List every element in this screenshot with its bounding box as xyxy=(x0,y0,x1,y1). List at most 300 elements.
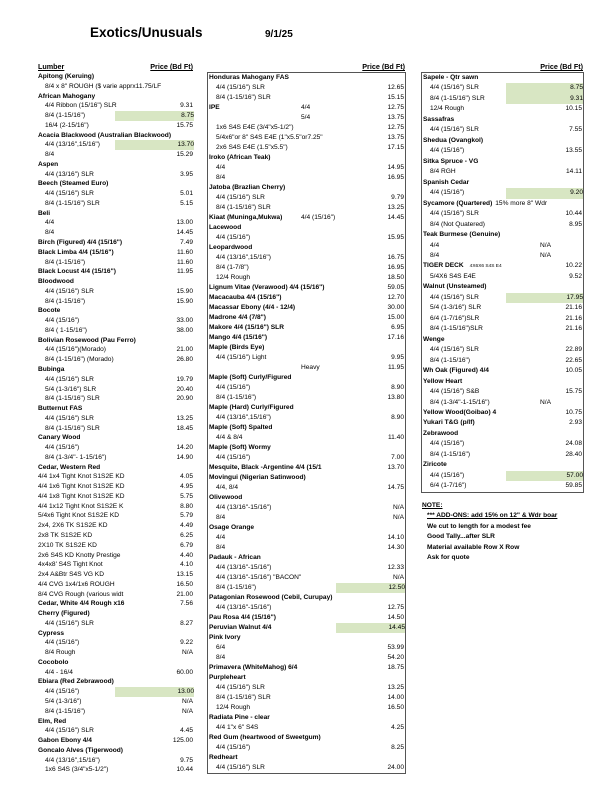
lumber-item-row xyxy=(422,324,583,334)
lumber-item-row xyxy=(37,394,194,404)
item-name: 8/4 CVG Rough (various widt xyxy=(38,590,124,598)
lumber-header: Lumber xyxy=(38,62,65,71)
item-name: 8/4 (1-7/8") xyxy=(216,264,249,271)
item-name: Lacewood xyxy=(209,224,242,231)
lumber-species-row xyxy=(208,713,405,723)
item-name: Shedua (Ovangkol) xyxy=(423,136,484,144)
item-name: 4/4 (13/16"-15/16") "BACON" xyxy=(216,574,302,581)
item-price: 13.25 xyxy=(387,684,404,691)
lumber-item-row xyxy=(208,133,405,143)
item-price: 14.75 xyxy=(387,484,404,491)
item-spec: 4X6X6 S4S E4 xyxy=(469,264,502,270)
lumber-item-row xyxy=(422,220,583,230)
lumber-species-row xyxy=(37,248,194,258)
lumber-list xyxy=(207,72,406,774)
item-name: 4/4 (15/16") xyxy=(45,639,80,647)
item-name: Aspen xyxy=(38,160,59,168)
lumber-item-row xyxy=(208,533,405,543)
lumber-item-row xyxy=(208,233,405,243)
lumber-species-row xyxy=(208,183,405,193)
item-price: 5.75 xyxy=(180,492,193,500)
lumber-item-row xyxy=(208,193,405,203)
item-name: 4/4, 8/4 xyxy=(216,484,238,491)
item-name: Black Limba 4/4 (15/16") xyxy=(38,248,114,256)
lumber-species-row xyxy=(208,303,405,313)
item-price: 13.70 xyxy=(387,464,404,471)
lumber-item-row xyxy=(208,83,405,93)
item-name: Wenge xyxy=(423,335,445,343)
item-name: 8/4 (1-15/16") xyxy=(430,356,471,364)
lumber-item-row xyxy=(208,453,405,463)
lumber-item-row xyxy=(37,82,194,92)
item-name: 8/4 (Not Quatered) xyxy=(430,220,485,228)
item-price: 9.31 xyxy=(180,102,193,110)
lumber-column-3 xyxy=(421,62,584,564)
item-price: 7.49 xyxy=(180,239,193,247)
item-name: 8/4 (1-15/16") SLR xyxy=(45,199,100,207)
lumber-column-2 xyxy=(207,62,406,774)
item-price: 14.50 xyxy=(387,614,404,621)
lumber-item-row xyxy=(37,511,194,521)
item-price: 14.10 xyxy=(387,534,404,541)
item-price: 9.20 xyxy=(506,188,583,198)
item-price: 4.45 xyxy=(180,727,193,735)
lumber-item-row xyxy=(208,413,405,423)
lumber-item-row xyxy=(208,253,405,263)
item-name: Red Gum (heartwood of Sweetgum) xyxy=(209,734,321,741)
item-name: 5/4 (1-3/16") SLR xyxy=(45,385,97,393)
item-name: Maple (Soft) Curly/Figured xyxy=(209,374,292,381)
item-price: 15.15 xyxy=(387,94,404,101)
item-name: Sassafras xyxy=(423,115,455,123)
lumber-species-row xyxy=(208,333,405,343)
item-name: Spanish Cedar xyxy=(423,178,470,186)
lumber-item-row xyxy=(37,316,194,326)
lumber-item-row xyxy=(208,643,405,653)
lumber-item-row xyxy=(37,199,194,209)
item-name: 4/4 CVG 1x4/1x6 ROUGH xyxy=(38,580,115,588)
item-price: 8.90 xyxy=(391,384,404,391)
item-price: 14.00 xyxy=(387,694,404,701)
lumber-item-row xyxy=(422,345,583,355)
lumber-item-row xyxy=(422,104,583,114)
item-name: 8/4 xyxy=(216,514,226,521)
item-name: Sitka Spruce - VG xyxy=(423,157,479,165)
item-name: 4/4 & 8/4 xyxy=(216,434,243,441)
item-name: 4/4 (15/16") SLR xyxy=(216,684,265,691)
item-price: 4.05 xyxy=(180,473,193,481)
item-name: 4/4 (15/16") SLR xyxy=(430,346,479,354)
lumber-species-row xyxy=(37,717,194,727)
item-name: 8/4 xyxy=(45,151,55,159)
item-price: 8.75 xyxy=(506,83,583,93)
lumber-item-row xyxy=(208,683,405,693)
item-name: African Mahogany xyxy=(38,92,96,100)
lumber-species-row xyxy=(208,153,405,163)
item-note: 15% more 8" Wdr xyxy=(495,199,548,207)
item-name: 8/4 (1-15/16") SLR xyxy=(45,395,100,403)
lumber-species-row xyxy=(422,136,583,146)
item-name: Yellow Wood(Goibao) 4 xyxy=(423,409,497,416)
item-price: 14.45 xyxy=(176,229,193,237)
item-name: 12/4 Rough xyxy=(430,105,465,113)
item-price: 8.75 xyxy=(115,111,194,121)
item-name: 6/4 (1-7/16")SLR xyxy=(430,314,480,322)
lumber-item-row xyxy=(422,146,583,156)
item-name: 4/4 (15/16") xyxy=(430,440,465,448)
item-name: 4/4 1x8 Tight Knot S1S2E KD xyxy=(38,492,125,500)
lumber-item-row xyxy=(208,513,405,523)
item-name: 4/4 1x6 Tight Knot S1S2E KD xyxy=(38,483,125,491)
item-price: 12.75 xyxy=(387,124,404,131)
item-price: 20.40 xyxy=(176,385,193,393)
item-price: 15.29 xyxy=(176,151,193,159)
lumber-item-row xyxy=(37,150,194,160)
item-price: 60.00 xyxy=(176,668,193,676)
lumber-species-row xyxy=(37,277,194,287)
lumber-item-row xyxy=(208,353,405,363)
item-price: 15.00 xyxy=(387,314,404,321)
column-header xyxy=(37,62,194,72)
lumber-item-row xyxy=(37,502,194,512)
lumber-species-row xyxy=(208,313,405,323)
item-name: 8/4 (1-15/16") xyxy=(45,297,86,305)
item-price: 26.80 xyxy=(176,356,193,364)
item-price: 10.44 xyxy=(565,210,582,218)
item-price: 2.93 xyxy=(569,419,582,427)
lumber-item-row xyxy=(208,653,405,663)
item-price: 5.79 xyxy=(180,512,193,520)
item-price: 9.95 xyxy=(391,354,404,361)
lumber-species-row xyxy=(37,267,194,277)
lumber-species-row xyxy=(422,115,583,125)
item-price: 59.05 xyxy=(387,284,404,291)
price-header: Price (Bd Ft) xyxy=(150,62,193,71)
item-price: 22.65 xyxy=(565,356,582,364)
item-name: Maple (Hard) Curly/Figured xyxy=(209,404,294,411)
lumber-item-row xyxy=(422,481,583,491)
item-name: 4/4 (15/16") SLR xyxy=(216,84,265,91)
lumber-item-row xyxy=(208,143,405,153)
item-name: Macacauba 4/4 (15/16") xyxy=(209,294,282,301)
lumber-item-row xyxy=(37,375,194,385)
item-name: Cedar, White 4/4 Rough x16 xyxy=(38,600,125,608)
note-line: *** ADD-ONS: add 15% on 12" & Wdr boar xyxy=(427,512,558,520)
item-name: Purpleheart xyxy=(209,674,246,681)
item-price: 11.40 xyxy=(387,434,404,441)
lumber-species-row xyxy=(37,238,194,248)
item-name: 16/4 (2-15/16") xyxy=(45,121,89,129)
item-price: 6.79 xyxy=(180,541,193,549)
item-price: 13.25 xyxy=(387,204,404,211)
lumber-species-row xyxy=(208,663,405,673)
item-name: 4/4 (15/16") SLR xyxy=(430,293,479,301)
item-name: TIGER DECK xyxy=(423,262,464,270)
item-price: 9.75 xyxy=(180,756,193,764)
notes-heading: NOTE: xyxy=(422,501,443,509)
item-price: 6.95 xyxy=(391,324,404,331)
lumber-species-row xyxy=(422,429,583,439)
lumber-item-row xyxy=(422,314,583,324)
lumber-item-row xyxy=(37,756,194,766)
lumber-item-row xyxy=(37,590,194,600)
price-header: Price (Bd Ft) xyxy=(362,62,405,71)
item-name: 12/4 Rough xyxy=(216,274,251,281)
item-name: 8/4 xyxy=(216,174,226,181)
lumber-species-row xyxy=(208,283,405,293)
lumber-species-row xyxy=(37,629,194,639)
item-price: 16.95 xyxy=(387,264,404,271)
lumber-item-row xyxy=(37,765,194,775)
item-name: Kiaat (Muninga,Mukwa) xyxy=(209,214,283,221)
item-name: Ziricote xyxy=(423,461,447,469)
item-name: 4/4 (13/16",15/16") xyxy=(45,141,100,149)
lumber-species-row xyxy=(208,323,405,333)
item-name: 8/4 (1-15/16") SLR xyxy=(216,94,271,101)
item-name: 4/4 (15/16")(Morado) xyxy=(45,346,106,354)
lumber-species-row xyxy=(422,261,583,271)
item-name: 4/4 (15/16") SLR xyxy=(45,190,94,198)
item-name: 4/4 xyxy=(216,534,226,541)
lumber-species-row xyxy=(208,373,405,383)
item-name: 5/4x6"or 8" S4S E4E (1"x5.5"or7.25" xyxy=(216,134,323,141)
item-name: Iroko (African Teak) xyxy=(209,154,271,161)
item-name: 8/4 (1-15/16") xyxy=(216,584,257,591)
lumber-species-row xyxy=(208,553,405,563)
lumber-species-row xyxy=(37,599,194,609)
item-name: Makore 4/4 (15/16") SLR xyxy=(209,324,284,331)
item-name: Cypress xyxy=(38,629,65,637)
item-name: 4/4 xyxy=(216,164,226,171)
lumber-item-row xyxy=(208,763,405,773)
lumber-item-row xyxy=(37,326,194,336)
item-price: 10.44 xyxy=(176,766,193,774)
item-name: 1x6 S4S (3/4"x5-1/2") xyxy=(45,766,109,774)
lumber-item-row xyxy=(37,101,194,111)
lumber-item-row xyxy=(208,603,405,613)
lumber-item-row xyxy=(422,94,583,104)
item-price: 18.45 xyxy=(176,424,193,432)
item-name: 8/4 xyxy=(216,654,226,661)
item-price: 5.15 xyxy=(180,199,193,207)
item-name: Olivewood xyxy=(209,494,243,501)
lumber-item-row xyxy=(208,163,405,173)
item-name: 4/4 xyxy=(430,241,440,249)
item-name: Honduras Mahogany FAS xyxy=(209,74,289,81)
lumber-item-row xyxy=(37,668,194,678)
notes xyxy=(421,501,584,564)
lumber-species-row xyxy=(37,336,194,346)
item-name: Bloodwood xyxy=(38,278,74,286)
item-name: 4/4 (15/16") SLR xyxy=(45,727,94,735)
item-detail: 4/4 xyxy=(301,104,311,111)
lumber-item-row xyxy=(208,583,405,593)
item-price: 7.55 xyxy=(569,126,582,134)
lumber-list xyxy=(421,72,584,493)
item-price: 21.16 xyxy=(565,314,582,322)
lumber-item-row xyxy=(37,443,194,453)
item-price: 4.40 xyxy=(180,551,193,559)
lumber-item-row xyxy=(422,293,583,303)
item-price: 21.00 xyxy=(176,346,193,354)
item-price: 54.20 xyxy=(387,654,404,661)
item-price: 14.30 xyxy=(387,544,404,551)
lumber-species-row xyxy=(208,293,405,303)
item-name: Pink Ivory xyxy=(209,634,241,641)
item-price: 4.25 xyxy=(391,724,404,731)
lumber-item-row xyxy=(208,273,405,283)
lumber-item-row xyxy=(208,693,405,703)
item-name: Pau Rosa 4/4 (15/16") xyxy=(209,614,276,621)
item-name: Bolivian Rosewood (Pau Ferro) xyxy=(38,336,136,344)
item-name: 8/4 (1-15/16") xyxy=(45,707,86,715)
item-name: Butternut FAS xyxy=(38,405,83,413)
lumber-species-row xyxy=(208,673,405,683)
lumber-item-row xyxy=(208,543,405,553)
item-price: 57.00 xyxy=(506,471,583,481)
item-price: 12.70 xyxy=(387,294,404,301)
lumber-species-row xyxy=(422,282,583,292)
item-price: 21.16 xyxy=(565,304,582,312)
item-price: 14.20 xyxy=(176,444,193,452)
lumber-species-row xyxy=(208,593,405,603)
lumber-item-row xyxy=(208,173,405,183)
item-name: Goncalo Alves (Tigerwood) xyxy=(38,746,123,754)
item-detail: 4/4 (15/16") xyxy=(301,214,336,221)
lumber-item-row xyxy=(422,398,583,408)
item-price: 28.40 xyxy=(565,450,582,458)
item-price: 7.56 xyxy=(180,600,193,608)
lumber-species-row xyxy=(37,131,194,141)
item-price: 8.95 xyxy=(569,220,582,228)
item-name: 4x4x8' S4S Tight Knot xyxy=(38,561,103,569)
item-name: 4/4 (15/16") xyxy=(45,444,80,452)
column-header xyxy=(421,62,584,72)
lumber-item-row xyxy=(422,167,583,177)
lumber-item-row xyxy=(37,551,194,561)
item-price: 13.00 xyxy=(115,687,194,697)
item-price: 11.60 xyxy=(176,258,193,266)
lumber-item-row xyxy=(208,503,405,513)
item-name: Jatoba (Brazlian Cherry) xyxy=(209,184,286,191)
item-name: Mango 4/4 (15/16") xyxy=(209,334,268,341)
item-price: 13.15 xyxy=(176,571,193,579)
item-price: 9.79 xyxy=(391,194,404,201)
item-name: 4/4 (15/16") Light xyxy=(216,354,267,361)
lumber-item-row xyxy=(208,573,405,583)
item-name: 1x6 S4S E4E (3/4"x5-1/2") xyxy=(216,124,294,131)
lumber-item-row xyxy=(37,355,194,365)
item-price: 15.75 xyxy=(176,121,193,129)
item-name: 8/4 (1-15/16") xyxy=(216,394,257,401)
item-name: 4/4 1x4 Tight Knot S1S2E KD xyxy=(38,473,125,481)
item-price: 10.75 xyxy=(565,409,582,416)
lumber-item-row xyxy=(422,387,583,397)
item-name: Beech (Steamed Euro) xyxy=(38,180,109,188)
lumber-item-row xyxy=(208,383,405,393)
lumber-item-row xyxy=(37,453,194,463)
item-price: 14.95 xyxy=(387,164,404,171)
item-price: 14.11 xyxy=(565,168,582,176)
lumber-species-row xyxy=(422,230,583,240)
lumber-item-row xyxy=(37,619,194,629)
lumber-species-row xyxy=(422,157,583,167)
item-name: 4/4 (15/16") S&B xyxy=(430,388,480,396)
item-price: 24.08 xyxy=(565,440,582,448)
lumber-item-row xyxy=(208,203,405,213)
item-name: Cherry (Figured) xyxy=(38,610,90,618)
item-price: 21.00 xyxy=(176,590,193,598)
lumber-item-row xyxy=(37,521,194,531)
item-name: 2x6 S4S E4E (1.5"x5.5") xyxy=(216,144,288,151)
item-price: 3.95 xyxy=(180,170,193,178)
lumber-item-row xyxy=(37,218,194,228)
item-name: 4/4 Ribbon (15/16") SLR xyxy=(45,102,117,110)
lumber-item-row xyxy=(37,287,194,297)
lumber-item-row xyxy=(208,113,405,123)
item-name: Patagonian Rosewood (Cebil, Curupay) xyxy=(209,594,333,601)
page-title: Exotics/Unusuals xyxy=(90,25,203,40)
item-price: 13.25 xyxy=(176,414,193,422)
item-name: Mesquite, Black -Argentine 4/4 (15/1 xyxy=(209,464,322,471)
item-price: 5.01 xyxy=(180,190,193,198)
item-name: Sapele - Qtr sawn xyxy=(423,74,479,81)
item-name: 4/4 (15/16") SLR xyxy=(45,375,94,383)
item-price: N/A xyxy=(393,504,404,511)
item-name: Elm, Red xyxy=(38,717,67,725)
item-name: 4/4 (15/16") SLR xyxy=(45,287,94,295)
lumber-item-row xyxy=(37,228,194,238)
note-line: Ask for quote xyxy=(427,554,470,562)
lumber-species-row xyxy=(37,365,194,375)
item-name: Leopardwood xyxy=(209,244,253,251)
item-price: 15.75 xyxy=(565,388,582,396)
item-price: 12.65 xyxy=(387,84,404,91)
item-name: 8/4 (1-15/16") SLR xyxy=(216,694,271,701)
item-name: 4/4 - 16/4 xyxy=(45,668,73,676)
item-price: 16.50 xyxy=(176,580,193,588)
item-name: Padauk - African xyxy=(209,554,261,561)
lumber-species-row xyxy=(208,73,405,83)
item-price: 10.22 xyxy=(565,262,582,270)
item-name: Beli xyxy=(38,209,51,217)
item-name: 8/4 (1-15/16") SLR xyxy=(45,424,100,432)
lumber-species-row xyxy=(208,623,405,633)
item-price: 9.22 xyxy=(180,639,193,647)
lumber-item-row xyxy=(37,121,194,131)
item-price: 11.95 xyxy=(387,364,404,371)
item-price: 38.00 xyxy=(176,326,193,334)
lumber-item-row xyxy=(422,272,583,282)
lumber-species-row xyxy=(37,160,194,170)
item-price: 8.90 xyxy=(391,414,404,421)
item-price: 7.00 xyxy=(391,454,404,461)
lumber-item-row xyxy=(422,303,583,313)
item-name: 8/4 Rough xyxy=(45,649,76,657)
lumber-item-row xyxy=(422,450,583,460)
lumber-item-row xyxy=(422,251,583,261)
item-name: 8/4 (1-15/16") xyxy=(45,112,86,120)
item-price: 17.95 xyxy=(506,293,583,303)
price-header: Price (Bd Ft) xyxy=(540,62,583,71)
lumber-item-row xyxy=(208,563,405,573)
lumber-species-row xyxy=(422,460,583,470)
lumber-species-row xyxy=(208,343,405,353)
lumber-item-row xyxy=(37,570,194,580)
lumber-item-row xyxy=(208,743,405,753)
lumber-item-row xyxy=(422,125,583,135)
lumber-species-row xyxy=(422,418,583,428)
